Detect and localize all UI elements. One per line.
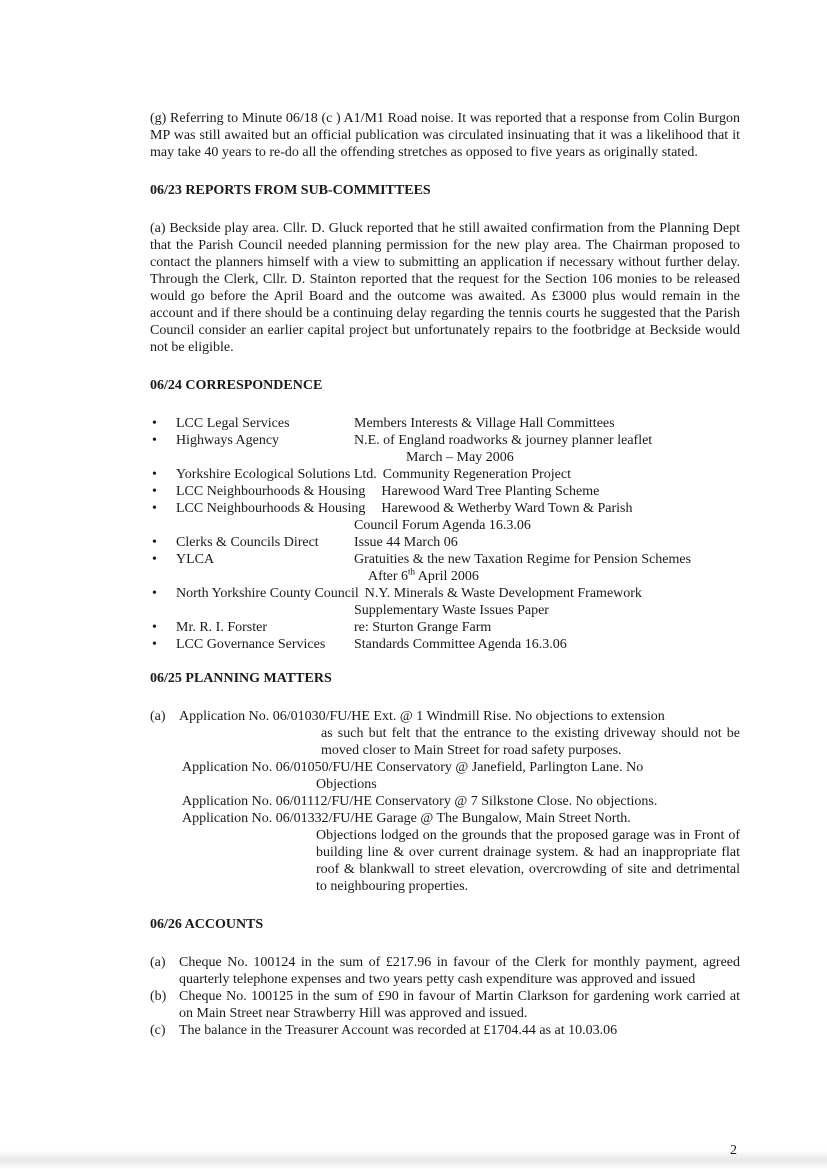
accounts-list [150, 954, 740, 1039]
correspondence-subject: re: Sturton Grange Farm [354, 620, 492, 635]
paragraph-minute-g: (g) Referring to Minute 06/18 (c ) A1/M1 Road noise. It was reported that a response from Colin Burgon MP was still awaited but an official publication was circulated insinuating that it was a likelihood that it may take 40 years to re-do all the offending stretches as opposed to five years as originally stated. [150, 111, 740, 160]
list-item [150, 500, 740, 534]
list-item [150, 551, 740, 585]
paragraph-beckside-play-area: (a) Beckside play area. Cllr. D. Gluck reported that he still awaited confirmation from the Planning Dept that the Parish Council needed planning permission for the new play area. The Chairman proposed to contact the planners himself with a view to submitting an application if necessary without further delay. Through the Clerk, Cllr. D. Stainton reported that the request for the Section 106 monies to be released would go before the April Board and the outcome was awaited. As £3000 plus would remain in the account and if there should be a continuing delay regarding the tennis courts he suggested that the Parish Council consider an earlier capital project but unfortunately repairs to the footbridge at Beckside would not be eligible. [150, 221, 740, 355]
application-note: Objections lodged on the grounds that the proposed garage was in Front of building line & over current drainage system. & had an inappropriate flat roof & blankwall to street elevation, overcrowding of site and detrimental to neighbouring properties. [316, 828, 740, 894]
correspondence-subject: Harewood & Wetherby Ward Town & Parish [381, 501, 633, 516]
item-text: The balance in the Treasurer Account was recorded at £1704.44 as at 10.03.06 [179, 1023, 618, 1038]
correspondence-subject-cont: March – May 2006 [406, 450, 514, 465]
correspondence-subject: Issue 44 March 06 [354, 535, 458, 550]
correspondence-from: • Mr. R. I. Forster [176, 620, 267, 635]
correspondence-from: • North Yorkshire County Council [176, 586, 359, 601]
correspondence-subject: Members Interests & Village Hall Committees [354, 416, 615, 431]
list-item [150, 466, 740, 483]
document-body [150, 110, 740, 1039]
correspondence-from: • LCC Governance Services [176, 637, 326, 652]
correspondence-subject-cont: After 6th April 2006 [368, 566, 479, 584]
heading-planning-matters: 06/25 PLANNING MATTERS [150, 671, 332, 686]
item-text: Cheque No. 100124 in the sum of £217.96 in favour of the Clerk for monthly payment, agreed quarterly telephone expenses and two years petty cash expenditure was approved and issued [179, 955, 740, 987]
page-number: 2 [730, 1143, 737, 1158]
list-item [150, 415, 740, 432]
application-line: Application No. 06/01112/FU/HE Conservatory @ 7 Silkstone Close. No objections. [182, 794, 658, 809]
correspondence-subject: Gratuities & the new Taxation Regime for Pension Schemes [354, 552, 692, 567]
correspondence-from: • LCC Legal Services [176, 416, 290, 431]
application-line: Application No. 06/01332/FU/HE Garage @ The Bungalow, Main Street North. [182, 811, 631, 826]
list-item [150, 432, 740, 466]
list-item [150, 988, 740, 1022]
heading-reports-sub-committees: 06/23 REPORTS FROM SUB-COMMITTEES [150, 183, 431, 198]
item-label: (a) [150, 709, 166, 724]
planning-item [150, 708, 740, 759]
application-note: Objections [316, 777, 377, 792]
correspondence-list [150, 415, 740, 653]
list-item [150, 1022, 740, 1039]
correspondence-from: • Clerks & Councils Direct [176, 535, 319, 550]
heading-accounts: 06/26 ACCOUNTS [150, 917, 264, 932]
correspondence-subject: N.E. of England roadworks & journey planner leaflet [354, 433, 653, 448]
correspondence-subject: Harewood Ward Tree Planting Scheme [381, 484, 600, 499]
correspondence-subject: Community Regeneration Project [382, 467, 571, 482]
application-line: Application No. 06/01030/FU/HE Ext. @ 1 Windmill Rise. No objections to extension [179, 709, 665, 724]
heading-correspondence: 06/24 CORRESPONDENCE [150, 378, 323, 393]
list-item [150, 534, 740, 551]
list-item [150, 636, 740, 653]
correspondence-from: • Yorkshire Ecological Solutions Ltd. [176, 467, 377, 482]
correspondence-subject-cont: Supplementary Waste Issues Paper [354, 603, 549, 618]
item-text: Cheque No. 100125 in the sum of £90 in favour of Martin Clarkson for gardening work carried at on Main Street near Strawberry Hill was approved and issued. [179, 989, 740, 1021]
correspondence-from: • LCC Neighbourhoods & Housing [176, 501, 366, 516]
list-item [150, 619, 740, 636]
list-item [150, 483, 740, 500]
item-label: (c) [150, 1023, 166, 1038]
list-item [150, 954, 740, 988]
correspondence-subject-cont: Council Forum Agenda 16.3.06 [354, 518, 531, 533]
correspondence-from: • Highways Agency [176, 433, 280, 448]
list-item [150, 585, 740, 619]
correspondence-from: • LCC Neighbourhoods & Housing [176, 484, 366, 499]
correspondence-from: • YLCA [176, 552, 215, 567]
item-label: (a) [150, 955, 166, 970]
correspondence-subject: Standards Committee Agenda 16.3.06 [354, 637, 567, 652]
item-label: (b) [150, 989, 167, 1004]
application-line: Application No. 06/01050/FU/HE Conservatory @ Janefield, Parlington Lane. No [182, 760, 644, 775]
application-note: as such but felt that the entrance to the existing driveway should not be moved closer to Main Street for road safety purposes. [321, 726, 740, 758]
correspondence-subject: N.Y. Minerals & Waste Development Framework [364, 586, 642, 601]
